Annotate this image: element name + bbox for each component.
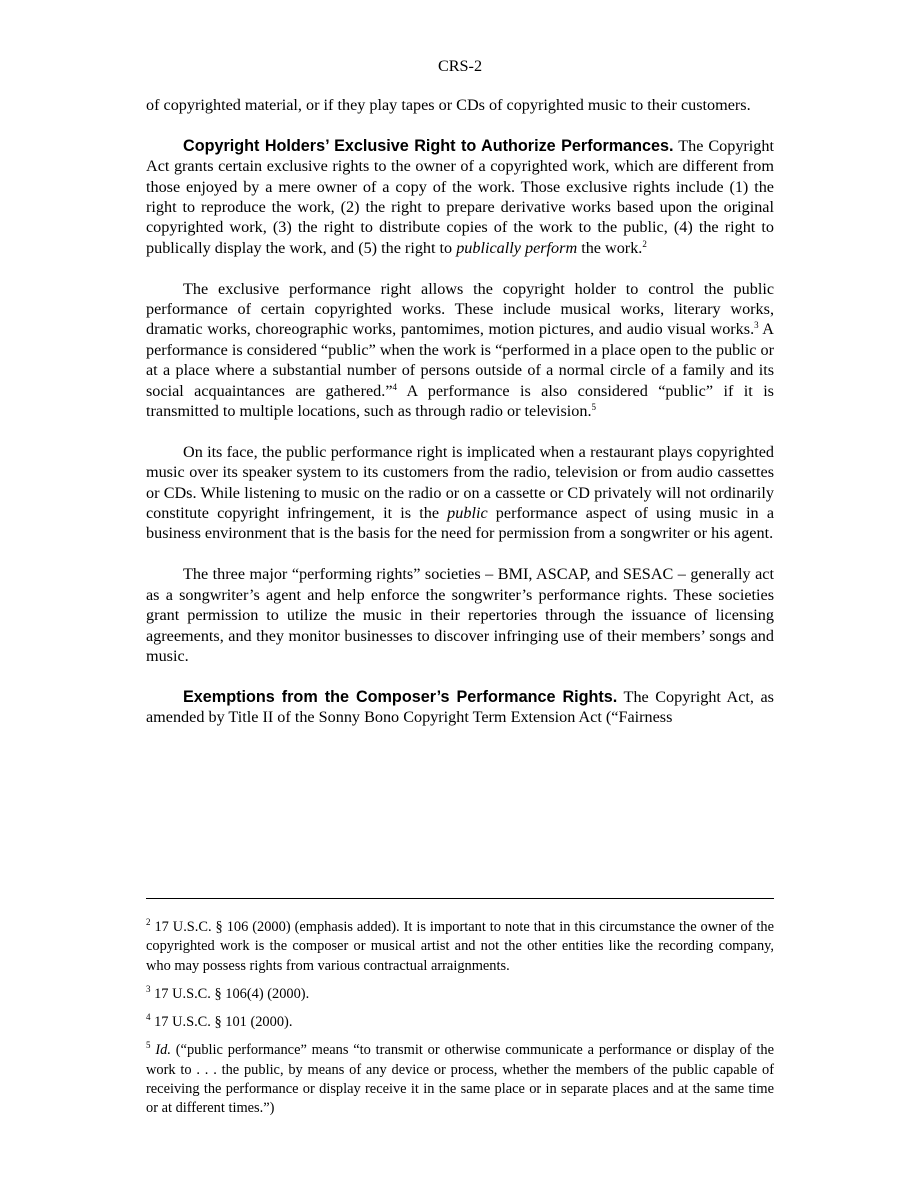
section-heading: Copyright Holders’ Exclusive Right to Authorize Performances. — [183, 136, 674, 155]
paragraph-text: On its face, the public performance right is implicated when a restaurant plays copyrighted music over its speaker system to its customers from the radio, television or from audio cassettes or CDs. While listening to music on the radio or on a cassette or CD privately will not ordinarily constitute copyright infringement, it is the — [146, 442, 774, 523]
paragraph-text: A performance is also considered “public” if it is transmitted to multiple locations, such as through radio or television. — [146, 381, 774, 421]
paragraph-exemptions — [146, 687, 774, 728]
footnote-3 — [146, 985, 774, 1004]
section-heading: Exemptions from the Composer’s Performance Rights. — [183, 687, 618, 706]
paragraph-text: the work. — [577, 238, 643, 257]
paragraph-text: performance aspect of using music in a business environment that is the basis for the need for permission from a songwriter or his agent. — [146, 504, 775, 543]
footnote-text: (“public performance” means “to transmit or otherwise communicate a performance or display of the work to . . . the public, by means of any device or process, whether the members of the public capable of receiving the performance or display receive it in the same place or in separate places and at the same time or at different times.”) — [146, 1042, 774, 1117]
paragraph-societies — [146, 564, 774, 666]
footnote-2 — [146, 918, 774, 976]
paragraph-text: of copyrighted material, or if they play tapes or CDs of copyrighted music to their customers. — [146, 96, 751, 114]
footnote-number: 2 — [146, 917, 151, 927]
paragraph-text: The exclusive performance right allows the copyright holder to control the public performance of certain copyrighted works. These include musical works, literary works, dramatic works, choreographic works, pantomimes, motion pictures, and audio visual works. — [146, 279, 774, 339]
paragraph-text: A performance is considered “public” when the work is “performed in a place open to the public or at a place where a substantial number of persons outside of a normal circle of a family and its social acquaintances are gathered.” — [146, 320, 774, 400]
footnote-4 — [146, 1013, 774, 1032]
paragraph-performance-right — [146, 279, 774, 422]
footnote-number: 3 — [146, 983, 151, 994]
emphasis-text: public — [447, 504, 488, 523]
paragraph-exclusive-rights — [146, 136, 774, 258]
paragraph-text: The Copyright Act grants certain exclusive rights to the owner of a copyrighted work, which are different from those enjoyed by a mere owner of a copy of the work. Those exclusive rights include (1) the right to reproduce the work, (2) the right to prepare derivative works based upon the original copyrighted work, (3) the right to distribute copies of the work to the public, (4) the right to publically display the work, and (5) the right to — [146, 136, 774, 257]
body-text — [146, 95, 774, 748]
footnote-text: 17 U.S.C. § 106(4) (2000). — [150, 985, 310, 1002]
emphasis-text: publically perform — [456, 238, 578, 257]
paragraph-restaurant — [146, 442, 774, 544]
footnote-5 — [146, 1041, 774, 1118]
footnote-text: 17 U.S.C. § 101 (2000). — [150, 1014, 293, 1031]
footnote-ref[interactable]: 2 — [642, 238, 647, 249]
paragraph-text: The three major “performing rights” societies – BMI, ASCAP, and SESAC – generally act as a songwriter’s agent and help enforce the songwriter’s performance rights. These societies grant permission to utilize the music in their repertories through the issuance of licensing agreements, and they monitor businesses to discover infringing use of their members’ songs and music. — [146, 565, 774, 665]
footnote-divider — [146, 898, 774, 899]
footnote-ref[interactable]: 4 — [392, 381, 398, 392]
footnotes — [146, 918, 774, 1128]
paragraph-text: The Copyright Act, as amended by Title II of the Sonny Bono Copyright Term Extension Act (“Fairness — [146, 687, 774, 727]
footnote-number: 5 — [146, 1040, 151, 1051]
footnote-citation: Id. — [155, 1042, 171, 1059]
footnote-number: 4 — [146, 1012, 151, 1023]
footnote-ref[interactable]: 3 — [754, 320, 759, 331]
footnote-ref[interactable]: 5 — [591, 402, 597, 413]
footnote-text: 17 U.S.C. § 106 (2000) (emphasis added). It is important to note that in this circumstance the owner of the copyrighted work is the composer or musical artist and not the other entities like the recording company, who may possess rights from various contractual arraignments. — [146, 919, 774, 974]
paragraph-continuation — [146, 95, 774, 115]
page-header: CRS-2 — [437, 57, 483, 75]
